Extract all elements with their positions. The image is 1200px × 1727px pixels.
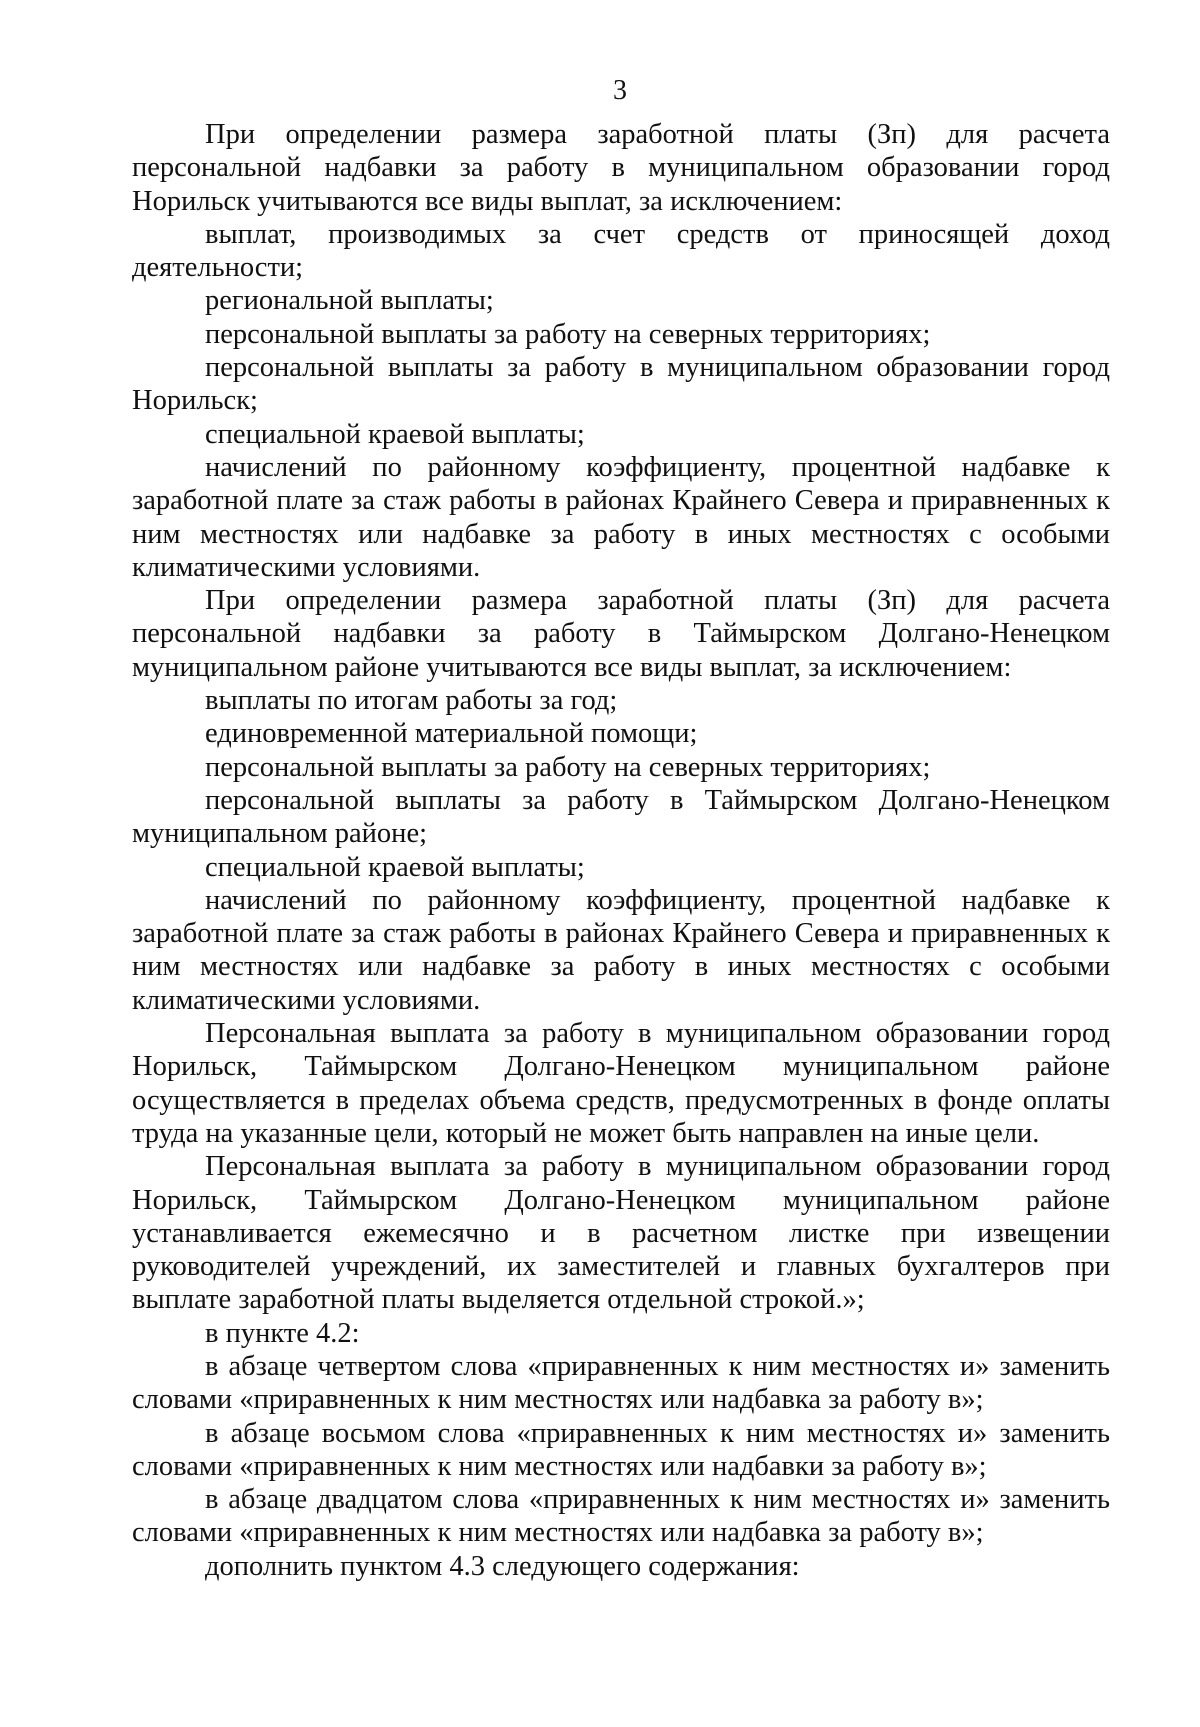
- paragraph: Персональная выплата за работу в муниципальном образовании город Норильск, Таймырском Долгано-Ненецком муниципальном районе осуществляется в пределах объема средств, предусмотренных в фонде оплаты труда на указанные цели, который не может быть направлен на иные цели.: [132, 1018, 1110, 1149]
- document-body: [132, 118, 1110, 1583]
- paragraph: персональной выплаты за работу на северных территориях;: [205, 318, 931, 350]
- paragraph: начислений по районному коэффициенту, процентной надбавке к заработной плате за стаж работы в районах Крайнего Севера и приравненных к ним местностях или надбавке за работу в иных местностях с особыми климатическими условиями.: [132, 451, 1110, 583]
- paragraph: выплат, производимых за счет средств от приносящей доход деятельности;: [132, 218, 1110, 284]
- paragraph: специальной краевой выплаты;: [205, 851, 585, 883]
- paragraph: в абзаце четвертом слова «приравненных к ним местностях и» заменить словами «приравненных к ним местностях или надбавка за работу в»;: [132, 1350, 1110, 1416]
- paragraph: При определении размера заработной платы (Зп) для расчета персональной надбавки за работу в Таймырском Долгано-Ненецком муниципальном районе учитываются все виды выплат, за исключением:: [132, 585, 1110, 683]
- paragraph: персональной выплаты за работу в муниципальном образовании город Норильск;: [132, 352, 1110, 417]
- paragraph: региональной выплаты;: [205, 285, 494, 317]
- page-number: 3: [613, 75, 627, 106]
- paragraph: При определении размера заработной платы (Зп) для расчета персональной надбавки за работу в муниципальном образовании город Норильск учитываются все виды выплат, за исключением:: [132, 119, 1110, 217]
- paragraph: Персональная выплата за работу в муниципальном образовании город Норильск, Таймырском Долгано-Ненецком муниципальном районе устанавливается ежемесячно и в расчетном листке при извещении руководителей учреждений, их заместителей и главных бухгалтеров при выплате заработной платы выделяется отдельной строкой.»;: [132, 1151, 1110, 1316]
- paragraph: в абзаце двадцатом слова «приравненных к ним местностях и» заменить словами «приравненных к ним местностях или надбавка за работу в»;: [132, 1484, 1110, 1549]
- paragraph: начислений по районному коэффициенту, процентной надбавке к заработной плате за стаж работы в районах Крайнего Севера и приравненных к ним местностях или надбавке за работу в иных местностях с особыми климатическими условиями.: [132, 884, 1110, 1016]
- paragraph: выплаты по итогам работы за год;: [205, 685, 618, 717]
- paragraph: персональной выплаты за работу в Таймырском Долгано-Ненецком муниципальном районе;: [132, 784, 1110, 850]
- paragraph: специальной краевой выплаты;: [205, 418, 585, 450]
- paragraph: дополнить пунктом 4.3 следующего содержания:: [205, 1550, 800, 1582]
- paragraph: в абзаце восьмом слова «приравненных к ним местностях и» заменить словами «приравненных к ним местностях или надбавки за работу в»;: [132, 1417, 1110, 1482]
- paragraph: единовременной материальной помощи;: [205, 718, 698, 750]
- paragraph: персональной выплаты за работу на северных территориях;: [205, 751, 931, 783]
- paragraph: в пункте 4.2:: [205, 1317, 360, 1349]
